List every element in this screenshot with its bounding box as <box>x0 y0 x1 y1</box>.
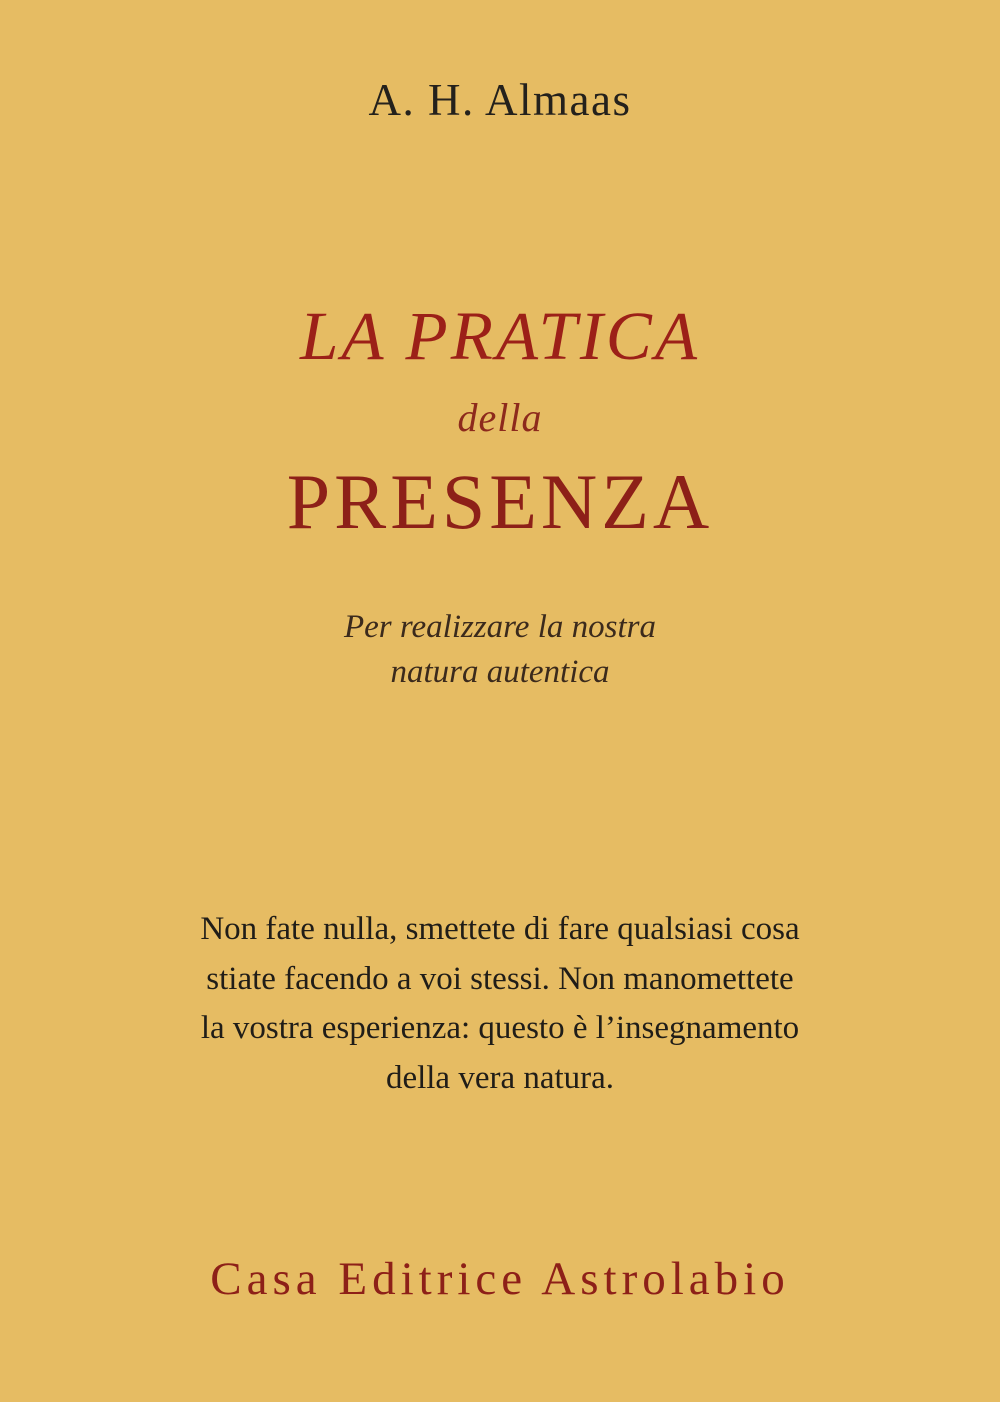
author-name: A. H. Almaas <box>368 75 632 125</box>
quote-line-2: stiate facendo a voi stessi. Non manomettete <box>206 960 794 997</box>
cover-quote <box>0 905 1000 1103</box>
title-connector: della <box>457 395 543 441</box>
title-block <box>0 300 1000 695</box>
quote-line-3: la vostra esperienza: questo è l’insegnamento <box>200 1010 800 1046</box>
title-main: LA PRATICA <box>300 298 700 374</box>
quote-line-4: della vera natura. <box>385 1059 615 1096</box>
quote-line-1: Non fate nulla, smettete di fare qualsiasi cosa <box>200 911 800 947</box>
subtitle-line-2: natura autentica <box>390 653 610 690</box>
publisher-name: Casa Editrice Astrolabio <box>210 1253 790 1305</box>
subtitle <box>0 605 1000 694</box>
title-subject: PRESENZA <box>286 458 714 546</box>
subtitle-line-1: Per realizzare la nostra <box>344 609 656 646</box>
